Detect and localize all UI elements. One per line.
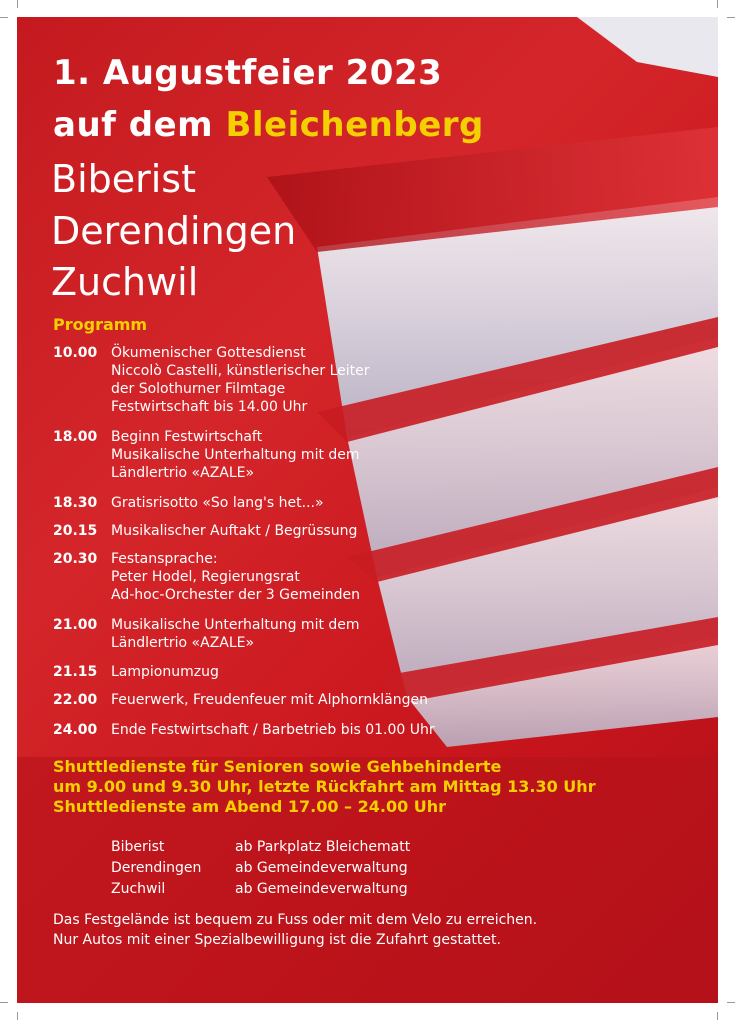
program-line: Festansprache: [111,551,218,567]
program-description [111,616,360,652]
program-line: Ad-hoc-Orchester der 3 Gemeinden [111,587,361,603]
program-time: 10.00 [53,345,98,361]
footer-line: Nur Autos mit einer Spezialbewilligung ist die Zufahrt gestattet. [53,932,501,948]
crop-mark [717,0,718,8]
crop-mark [717,1012,718,1020]
program-time: 22.00 [53,692,98,708]
stop-place: Derendingen [111,860,202,876]
program-line: Ende Festwirtschaft / Barbetrieb bis 01.00 Uhr [111,722,435,738]
program-time: 18.00 [53,429,98,445]
program-description [111,691,428,709]
program-line: Peter Hodel, Regierungsrat [111,569,300,585]
program-description [111,344,370,416]
crop-mark [17,0,18,8]
stop-place: Biberist [111,839,165,855]
subtitle-prefix: auf dem [53,105,214,145]
stop-location: ab Parkplatz Bleichematt [235,839,411,855]
program-time: 20.30 [53,551,98,567]
program-time: 21.00 [53,617,98,633]
shuttle-line: Shuttledienste für Senioren sowie Gehbehinderte [53,757,502,776]
shuttle-line: Shuttledienste am Abend 17.00 – 24.00 Uhr [53,797,447,816]
program-time: 24.00 [53,722,98,738]
town-name: Derendingen [51,209,297,253]
crop-mark [0,1002,8,1003]
program-description [111,721,435,739]
program-line: Gratisrisotto «So lang's het...» [111,495,324,511]
program-line: Niccolò Castelli, künstlerischer Leiter [111,363,370,379]
footer-note [53,910,537,950]
program-time: 21.15 [53,664,98,680]
programm-heading: Programm [53,315,148,334]
town-name: Biberist [51,157,197,201]
program-line: Musikalischer Auftakt / Begrüssung [111,523,358,539]
poster [17,17,718,1003]
page-title: 1. Augustfeier 2023 [53,53,443,93]
crop-mark [0,17,8,18]
stop-place: Zuchwil [111,881,166,897]
program-line: der Solothurner Filmtage [111,381,286,397]
subtitle-highlight: Bleichenberg [225,105,484,145]
stop-location: ab Gemeindeverwaltung [235,881,408,897]
stop-location: ab Gemeindeverwaltung [235,860,408,876]
footer-line: Das Festgelände ist bequem zu Fuss oder mit dem Velo zu erreichen. [53,912,538,928]
program-description [111,494,324,512]
program-description [111,550,360,604]
shuttle-line: um 9.00 und 9.30 Uhr, letzte Rückfahrt am Mittag 13.30 Uhr [53,777,596,796]
program-description [111,428,360,482]
program-line: Ländlertrio «AZALE» [111,635,255,651]
program-line: Beginn Festwirtschaft [111,429,263,445]
page-subtitle [53,105,484,145]
town-name: Zuchwil [51,260,199,304]
program-line: Lampionumzug [111,664,219,680]
crop-mark [17,1012,18,1020]
program-time: 20.15 [53,523,98,539]
program-description [111,522,357,540]
program-line: Musikalische Unterhaltung mit dem [111,447,360,463]
program-line: Festwirtschaft bis 14.00 Uhr [111,399,308,415]
shuttle-info [53,757,596,817]
program-description [111,663,219,681]
program-line: Ländlertrio «AZALE» [111,465,255,481]
program-line: Ökumenischer Gottesdienst [111,345,306,361]
program-line: Feuerwerk, Freudenfeuer mit Alphornklängen [111,692,429,708]
crop-mark [727,17,735,18]
program-line: Musikalische Unterhaltung mit dem [111,617,360,633]
crop-mark [727,1002,735,1003]
program-time: 18.30 [53,495,98,511]
